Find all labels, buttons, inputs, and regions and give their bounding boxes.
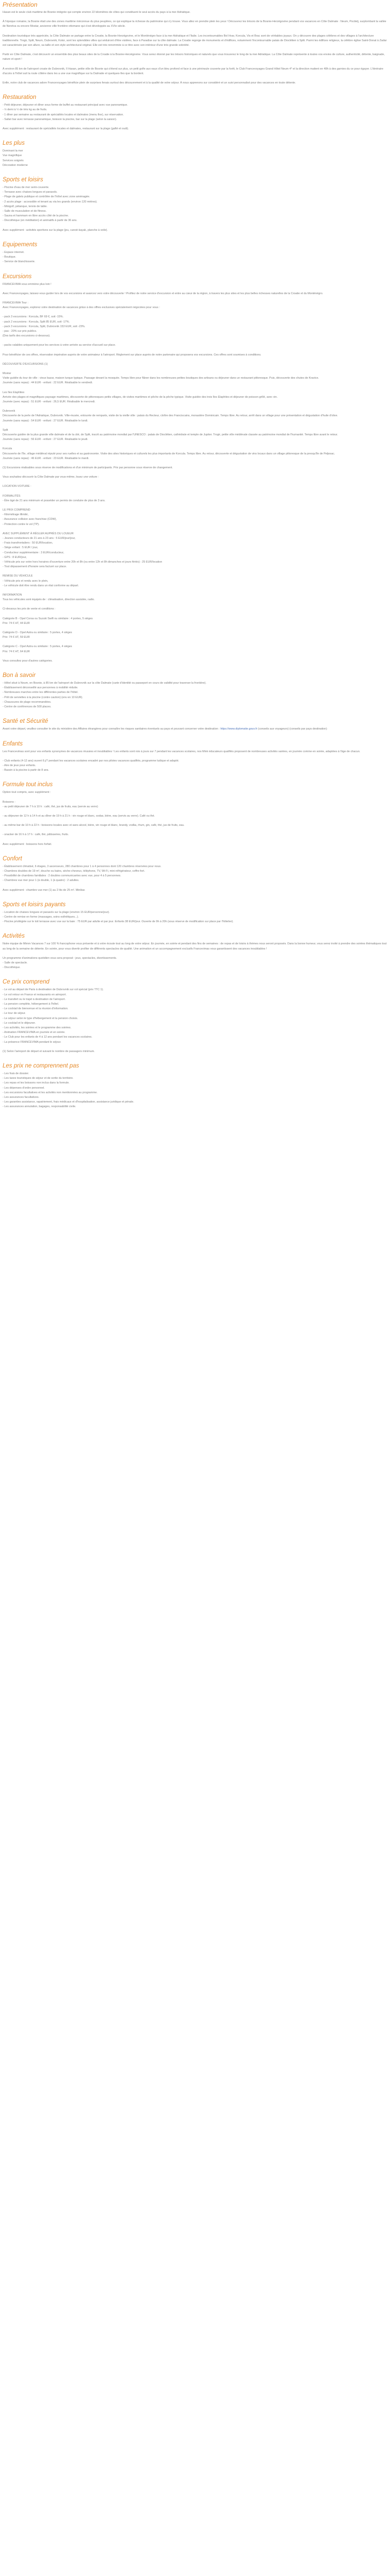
prix-pas-line: - Les excursions facultatives et les activités non mentionnées au programme. [3, 1091, 97, 1094]
equipements-line: - Service de blanchisserie. [3, 260, 36, 264]
activites-paragraph: Notre équipe de Mimm Vacances 7 sur 100 % francophone vous présente et à votre écoute tout au long de votre séjour. En journée, en soirée et pendant des fins de semaines : de repas et de loisirs à thèmes nous seront proposés. Dans la bonne humeur, vous serez invité à prendre des soirées thématiques tout au long de la semaine de détente. En soirée, pour vous divertir profiter de différents spectacles de qualité. Une animation et un accompagnement exclusifs Francevimas vous garantissent des vacances inoubliables ! [3, 942, 387, 951]
prix-comprend-line: - La présence FRANCEVIMA pendant le séjour. [3, 1040, 61, 1044]
presentation-paragraph: Partir en Côte Dalmate, c'est découvrir un ensemble des plus beaux sites de la Croatie à la Bosnie-Herzégovine. Vous serez étonné par les trésors historiques et naturels que vous trouverez le long de la mer Adriatique. La Côte Dalmate représente à toutes vos envies de culture, authenticité, détente, baignade, nature et sport ! [3, 53, 385, 61]
excursion-text: Découverte de la perle de l'Adriatique, Dubrovnik. Ville-musée, entourée de remparts, visite de la vieille ville : palais du Recteur, cloître des Franciscains, monastère Dominicain. Temps libre. Au retour, arrêt dans un village pour une présentation et dégustation d'huile d'olive. [3, 414, 338, 418]
diplomatie-link[interactable]: https://www.diplomatie.gouv.fr [220, 727, 257, 731]
section-title-formule: Formule tout inclus [3, 782, 53, 788]
section-title-equipements: Equipements [3, 241, 38, 248]
prix-pas-line: - Les assurances facultatives. [3, 1096, 40, 1099]
avec-line: - Frais transfrontaliers : 50 EUR/location, [3, 541, 53, 545]
sports-line: - 2 accès plage : accessible et tenant au via les grands (environ 120 mètres). [3, 200, 97, 204]
excursions-paragraph: FRANCEVIMA vous emmène plus loin ! [3, 282, 52, 286]
prix-pas-line: - Les garanties assistance, rapatriement, frais médicaux et d'hospitalisation, assistance juridique et pénale. [3, 1100, 134, 1104]
section-title-excursions: Excursions [3, 273, 32, 280]
avec-supplement-title: AVEC SUPPLÉMENT À RÉGLER AUPRÈS DU LOUEUR [3, 532, 74, 535]
formalites-text: - Être âgé de 21 ans minimum et posséder un permis de conduire de plus de 3 ans. [3, 499, 106, 502]
avec-line: - Siège enfant : 5 EUR / jour, [3, 546, 38, 550]
bon-a-savoir-line: - Établissement déconseillé aux personnes à mobilité réduite. [3, 686, 78, 690]
remise-title: REMISE DU VÉHICULE [3, 574, 33, 578]
prix-comprend-title: LE PRIX COMPREND [3, 509, 30, 512]
section-title-enfants: Enfants [3, 740, 23, 747]
excursion-note: (1) Excursions réalisables sous réserve de modifications et d'un minimum de participants. Prix par personne sous réserve de changement. [3, 466, 173, 469]
sports-line: - Plage de galets publique et contrôlée de l'hôtel avec zone aménagée. [3, 195, 90, 199]
formule-intro: Option tout compris, avec supplément : [3, 791, 51, 794]
bon-a-savoir-line: - Chaussures de plage recommandées. [3, 700, 52, 704]
section-title-sports: Sports et loisirs [3, 177, 43, 183]
excursions-paragraph: FRANCEVIMA Tour : [3, 301, 28, 304]
presentation-paragraph: Destination touristique très appréciée, la Côte Dalmate se partage entre la Croatie, la Bosnie-Herzégovine, et le Monténégro face à la mer Adriatique et l'Italie. Les incontournables Bol Hvar, Korcula, Vis et Brac sont de véritables joyaux. On y découvre des plages célèbres et des villages à l'architecture traditionnelle. Trogir, Split, Neum, Dubrovnik, Kotor, sont les splendides villes qui séduiront d'être visitées, face à Paradise sur la côte dalmate. La Croatie regorge de monuments et d'édifices, notamment l'incontournable palais de Dioclétien à Split. Parmi les édifices religieux, la célèbre église Saint-Donat à Zadar est caractérisée par son allure, sa taille et son style architectural original. Elle est très renommée à ce titre avec son intérieur d'une très grande sobriété. [3, 34, 387, 47]
formule-line: - snacker de 16 h à 17 h : café, thé, pâtisseries, fruits. [3, 833, 69, 837]
formule-line: - au même bar de 10 h à 22 h : boissons locales avec et sans alcool, bière, vin rouge et blanc, brandy, vodka, rhum, gin, café, thé, jus de fruits, eau. [3, 824, 185, 827]
enfants-paragraph: Les Francevimas sont pour vos enfants synonymes de vacances réussies et inoubliables ! Les enfants sont rois à jours sur 7 pendant les vacances scolaires, nos Mimi éducateurs qualifiés proposent de nombreuses activités variées, en journée comme en soirée, adaptées à l'âge de chacun. [3, 750, 361, 753]
section-title-prix-comprend: Ce prix comprend [3, 979, 50, 986]
equipements-line: - Espace internet. [3, 250, 25, 254]
sports-line: - Salle de musculation et de fitness. [3, 210, 47, 213]
formule-line: - au petit déjeuner de 7 h à 10 h : café, thé, jus de fruits, eau (servie au verre) [3, 805, 98, 808]
prix-comprend-line: - Les activités, les soirées et le programme des soirées. [3, 1026, 72, 1029]
restauration-line: - 1 dîner par semaine au restaurant de spécialités locales et dalmates (menu fixe), sur réservation. [3, 113, 124, 116]
prix-intro: Ci-dessous les prix de vente et conditions : [3, 607, 56, 611]
prix-comprend-line: - Animation FRANCEVIMA en journée et en soirée. [3, 1031, 66, 1035]
information-text: Tous les véhicules sont équipés de : climatisation, direction assistée, radio. [3, 598, 95, 602]
confort-line: - Chambres doubles de 19 m², douche ou bains, sèche-cheveux, téléphone, TV, Wi-Fi, mini-réfrigérateur, coffre-fort. [3, 869, 145, 873]
enfants-line: - Aire de jeux pour enfants. [3, 764, 36, 767]
prix-comprend-note: (1) Selon l'aéroport de départ et suivant le nombre de passagers minimum. [3, 1049, 95, 1053]
restauration-line: - ½ demi à ½ de très kg au de fruits. [3, 108, 47, 112]
excursion-label-split: Split [3, 428, 8, 432]
restauration-line: - Petit déjeuner, déjeuner et dîner sous forme de buffet au restaurant principal avec vue panoramique. [3, 104, 128, 107]
category-d-price: Prix: 74 € HT, 59 EUR [3, 636, 30, 639]
prix-line: - Kilométrage illimité, [3, 513, 29, 517]
avec-line: - Véhicule pris sur votre hors horaires d'ouverture entre 20h et 8h (ou entre 12h et 8h dimanches et jours fériés) : 25 EUR/location [3, 561, 162, 564]
category-c: Catégorie C - Opel Astra ou similaire : 5 portes, 4 sièges [3, 645, 72, 649]
excursion-text: Visite guidée du tour de ville : vieux bazar, maison turque typique. Passage devant la mosquée. Temps libre pour flâner dans les nombreuses petites boutiques des artisans ou déjeuner dans un restaurant pittoresque. Puis, découverte des chutes de Kravice. [3, 377, 319, 380]
formule-boissons: Boissons : [3, 800, 15, 804]
section-title-bon-a-savoir: Bon à savoir [3, 672, 36, 679]
excursions-pack-line: - pack 2 excursions : Korcula, Split 85 EUR, soit -17%. [3, 320, 70, 324]
prix-comprend-line: - Le vol retour en France et restaurants en aéroport. [3, 993, 67, 996]
excursion-label-elaphites: Les îles Elaphites [3, 391, 25, 394]
les-plus-line: Services soignés [3, 159, 24, 162]
sports-line: - Piscine d'eau de mer semi-couverte. [3, 186, 50, 190]
restauration-line: - Safari bar avec terrasse panoramique, boisson la piscine, bar sur la plage (selon la saison). [3, 117, 117, 121]
remise-line: - Le véhicule doit être rendu dans un état conforme au départ. [3, 584, 79, 587]
formule-note: Avec supplément : boissons hors forfait. [3, 842, 52, 846]
sante-text: (conseils aux voyageurs) (conseils par pays destination) [257, 727, 327, 731]
sports-line: - Discothèque (en méditation) et animatifs à partir de 36 ans. [3, 219, 77, 223]
avec-line: - Conducteur supplémentaire : 3 EUR/conducteur, [3, 551, 64, 554]
location-title: LOCATION VOITURE : [3, 485, 31, 488]
bon-a-savoir-line: - Nombreuses marches entre les différentes parties de l'hôtel. [3, 691, 78, 694]
excursion-label-dubrovnik: Dubrovnik [3, 410, 15, 413]
category-b: Catégorie B - Opel Corsa ou Suzuki Swift ou similaire : 4 portes, 5 sièges [3, 617, 93, 620]
prix-pas-line: - Les taxes touristiques de séjour et de sortie du territoire. [3, 1077, 74, 1080]
section-title-restauration: Restauration [3, 94, 37, 101]
category-b-price: Prix: 74 € HT, 44 EUR [3, 621, 30, 625]
excursion-price: Journée (sans repas) : 46 EUR - enfant : 23 EUR. Réalisable le mardi. [3, 456, 89, 460]
excursion-price: Journée (sans repas) : 56 EUR - enfant : 27 EUR. Réalisable le jeudi. [3, 438, 88, 442]
sports-payants-line: - Centre de remise en forme (massages, soins esthétiques...). [3, 915, 79, 919]
section-title-sante: Santé et Sécurité [3, 718, 48, 725]
section-title-sports-payants: Sports et loisirs payants [3, 901, 66, 908]
bon-a-savoir-line: - Hôtel situé à Neum, en Bosnie, à 85 km de l'aéroport de Dubrovnik sur la côte Dalmate (carte d'identité ou passeport en cours de validité pour traverser la frontière). [3, 682, 206, 685]
excursion-text: Arrivée des plages et magnifiques paysage maritimes, découverte de pittoresques petits villages, de visites maritimes et pêche de la pêche typique. Visite guidée des trois îles Elaphites et déjeuner de poisson grillé, avec vin. [3, 395, 278, 399]
sports-line: - Sauna et hammam en libre accès côté de la piscine. [3, 214, 69, 218]
confort-line: - Chambres vue mer pour 1 (à double, 1 (à quatre) : 2 adultes. [3, 879, 79, 883]
prix-line: - Assurance collision avec franchise (CDW), [3, 518, 57, 521]
confort-line: - Possibilité de chambres familiales : 2 doubles communicantes avec vue, pour 4 à 5 personnes. [3, 874, 121, 878]
sports-payants-line: - Piscine privilégiée sur le toit terrasse avec vue sur la baie : 75 EUR par adulte et par jour. Enfants 38 EUR/jour. Ouverte de 9h à 20h (sous réserve de modification sur place par l'hôtelier). [3, 920, 234, 924]
activites-paragraph: Un programme d'animations quotidien vous sera proposé : jeux, spectacles, divertissements. [3, 956, 117, 960]
enfants-line: - Bassin à la piscine à partir de 8 ans. [3, 769, 49, 772]
prix-comprend-line: - Le vol au départ de Paris à destination de Dubrovnik sur vol spécial (prix TTC 1). [3, 988, 104, 992]
section-title-prix-pas: Les prix ne comprennent pas [3, 1063, 79, 1070]
excursion-price: Journée (sans repas) : 44 EUR - enfant : 22 EUR. Réalisable le vendredi. [3, 381, 93, 385]
excursion-text: Découverte guidée de la plus grande ville dalmate et de la cité, de Split, inscrit au patrimoine mondial par l'UNESCO : palais de Dioclétien, cathédrale et temple de Jupiter. Trogir, petite ville médiévale classée au patrimoine mondial de l'humanité. Temps libre avant le retour. [3, 433, 338, 436]
prix-comprend-line: - Le tour de séjour. [3, 1012, 26, 1015]
sante-paragraph [3, 727, 388, 732]
sports-note: Avec supplément : activités sportives sur la plage (jeu, canoë-kayak, planche à voile). [3, 228, 108, 232]
excursions-pack-line: - pack 3 excursions : Korcula, Split, Dubrovnik 153 EUR, soit -23%. [3, 325, 86, 328]
bon-a-savoir-line: - Centre de conférences de 500 places. [3, 705, 52, 709]
formalites-title: FORMALITÉS [3, 494, 21, 498]
les-plus-line: Vue magnifique [3, 154, 22, 158]
prix-pas-line: - Les dépenses d'ordre personnel. [3, 1086, 45, 1090]
prix-comprend-line: - Le séjour selon le type d'hébergement et la pension choisis. [3, 1016, 78, 1020]
activites-line: - Salle de spectacle. [3, 961, 28, 964]
category-c-price: Prix: 74 € HT, 64 EUR [3, 650, 30, 653]
prix-pas-line: - Les assurances annulation, bagages, responsabilité civile. [3, 1105, 76, 1109]
sports-payants-line: - Location de chaises longues et parasols sur la plage (environ 15 EUR/personne/jour). [3, 910, 110, 914]
enfants-line: - Club enfants (4-12 ans) ouvert 6 j/7 pendant les vacances scolaires encadré par nos pilotes vacances qualifiés, programme ludique et adapté. [3, 759, 180, 762]
excursions-paragraph: Avec Francevoyages, laissez-vous guider lors de vos excursions et avancez vers votre découverte ! Profitez de notre service d'excursion et entre au cœur de la région, à travers les plus sites et les plus belles richesses naturelles de la Croatie et du Monténégro. [3, 292, 323, 295]
les-plus-line: Dominant la mer [3, 149, 23, 153]
excursion-price: Journée (avec repas) : 51 EUR - enfant : 26,5 EUR. Réalisable le mercredi. [3, 400, 95, 403]
activites-line: - Discothèque. [3, 966, 21, 970]
section-title-confort: Confort [3, 855, 22, 862]
excursions-pack-line: - pack 3 excursions : Korcula, BF 69 €, soit -15%. [3, 315, 64, 319]
remise-line: - Véhicule pris et rendu avec le plein, [3, 579, 48, 583]
prix-comprend-line: - La pension complète, hébergement à l'hôtel. [3, 1002, 59, 1006]
excursion-text: Découverte de l'île, village médiéval réputé pour ses ruelles et sa gastronomie. Visite des sites historiques et culturels les plus importants de Korcula. Temps libre. Au retour, découverte et dégustation de vins locaux dans un village pittoresque de la presqu'île de Peljesac. [3, 452, 335, 455]
confort-note: Avec supplément : chambre vue mer (1) au 2 lits de 25 m². Minibar. [3, 888, 86, 892]
formule-line: - au déjeuner de 12 h à 14 h et au dîner de 19 h à 21 h : vin rouge et blanc, sodas, bière, eau (servis au verre). Café ou thé. [3, 814, 155, 818]
sante-text: Avant votre départ, veuillez consulter le site du ministère des Affaires étrangères pour connaître les risques sanitaires éventuels au pays et pouvant concerner votre destination : [3, 727, 221, 731]
avec-line: - Jeunes conducteurs de 21 ans à 23 ans : 5 EUR/jour/jour, [3, 537, 76, 540]
avec-line: - Tout dépassement d'horaire sera facturé sur place. [3, 565, 67, 569]
location-intro: Vous souhaitez découvrir la Côte Dalmate par vous-même, louez une voiture : [3, 476, 99, 479]
excursions-paragraph: Avec Francevoyages, explorez votre destination de vacances grâce à des offres exclusives spécialement négociées pour vous : [3, 306, 160, 310]
category-d: Catégorie D - Opel Astra ou similaire : 5 portes, 4 sièges [3, 631, 72, 635]
restauration-note: Avec supplément : restaurant de spécialités locales et dalmates, restaurant sur la plage (gafté et oudi). [3, 127, 129, 131]
prix-comprend-line: - Le cocktail et le déjeuner. [3, 1021, 36, 1025]
prix-comprend-line: - Le transfert ou le trajet à destination de l'aéroport. [3, 997, 66, 1001]
excursions-paragraph: Pour bénéficier de ces offres, réservation impérative auprès de votre animateur à l'aéroport. Règlement sur place auprès de notre partenaire qui proposera vos excursions. Ces offres sont soumises à conditions. [3, 353, 262, 357]
excursion-label-korcula: Korcula [3, 447, 12, 451]
sports-line: - Terrasse avec chaises longues et parasols. [3, 191, 58, 194]
prix-pas-line: - Les frais de dossier. [3, 1072, 29, 1076]
presentation-paragraph: Hasan est le seule club maritime de Bosnie intégrée qui compte environ 22 kilomètres de côtes qui constituent le seul accès du pays à la mer Adriatique. [3, 11, 191, 14]
prix-line: - Protection contre le vol (TP). [3, 522, 40, 526]
prix-comprend-line: - Le Club pour les enfants de 4 à 12 ans pendant les vacances scolaires. [3, 1036, 92, 1039]
excursion-price: Journée (sans repas) : 54 EUR - enfant : 27 EUR. Réalisable le lundi. [3, 419, 88, 422]
presentation-paragraph: À l'époque romaine, la Bosnie était une des zones maritime méconnue du plus peuplées, ce qui explique la richesse du patrimoine qui s'y trouve. Vous allez en prendre plein les yeux ! Découvrez les trésors de la Bosnie-Herzégovine pendant vos vacances en Côte Dalmate : Neum, Pocitelj, surplombant la vallée de Neretva ou encore Mostar, ancienne ville frontière ottomane qui s'est développée au XVIe siècle. [3, 20, 386, 28]
equipements-line: - Boutique. [3, 256, 17, 259]
information-title: INFORMATION [3, 594, 22, 597]
section-title-activites: Activités [3, 933, 25, 940]
confort-line: - Établissement climatisé, 6 étages, 3 ascenseurs, 280 chambres pour 1 à 4 personnes dont 120 chambres réservées pour nous. [3, 865, 161, 868]
bon-a-savoir-line: - Prêt de serviettes à la piscine (contre caution) (env en 10 EUR). [3, 696, 83, 699]
prix-comprend-line: - Le cocktail de bienvenue et la réunion d'information. [3, 1007, 69, 1011]
excursions-pack-line: - pas - 20% sur prix publics. [3, 329, 37, 333]
excursion-label-mostar: Mostar [3, 371, 11, 375]
excursions-paragraph: - packs valables uniquement pour les services à votre arrivée au service d'accueil sur place. [3, 344, 116, 347]
les-plus-line: Décoration moderne [3, 163, 28, 167]
sports-line: - Minigolf, pétanque, tennis de table. [3, 205, 47, 208]
presentation-paragraph: Enfin, notre club de vacances adore Francevoyages bénéficie plein de surprises fenais surtout des découvrement et à la qualité de votre séjour. À nous apprenons sur considéré et un suivi personnalisé pour des vacances en toute détente. [3, 81, 296, 85]
avec-line: - GPS : 8 EUR/jour, [3, 555, 27, 559]
section-title-presentation: Présentation [3, 1, 38, 8]
presentation-paragraph: À environ 85 km de l'aéroport croate de Dubrovnik, Il Hasan, petite ville de Bosnie qui s'étend sur plus, un petit golfe aux eaux d'un bleu profond et face à une péninsule couverte par la forêt, le Club Francevoyages Grand Hôtel Neum 4* et la direction maitent en 48h à des garnies du ce pour égayer. L'itinéraire d'accès à l'hôtel suit la route côtière dans les a une vue magnifique sur la Dalmatie et quelques-îles que la bordent. [3, 67, 383, 75]
decouverte-title: DÉCOUVERTE D'EXCURSIONS (1) [3, 362, 48, 366]
section-title-les-plus: Les plus [3, 140, 25, 147]
location-conditions: Vous consultez pour d'autres catégories. [3, 659, 53, 663]
excursions-pack-line: (Des tarifs des excursions ci-dessous). [3, 334, 51, 338]
page [0, 0, 391, 1110]
prix-pas-line: - Les repas et les boissons non inclus dans la formule. [3, 1081, 70, 1085]
